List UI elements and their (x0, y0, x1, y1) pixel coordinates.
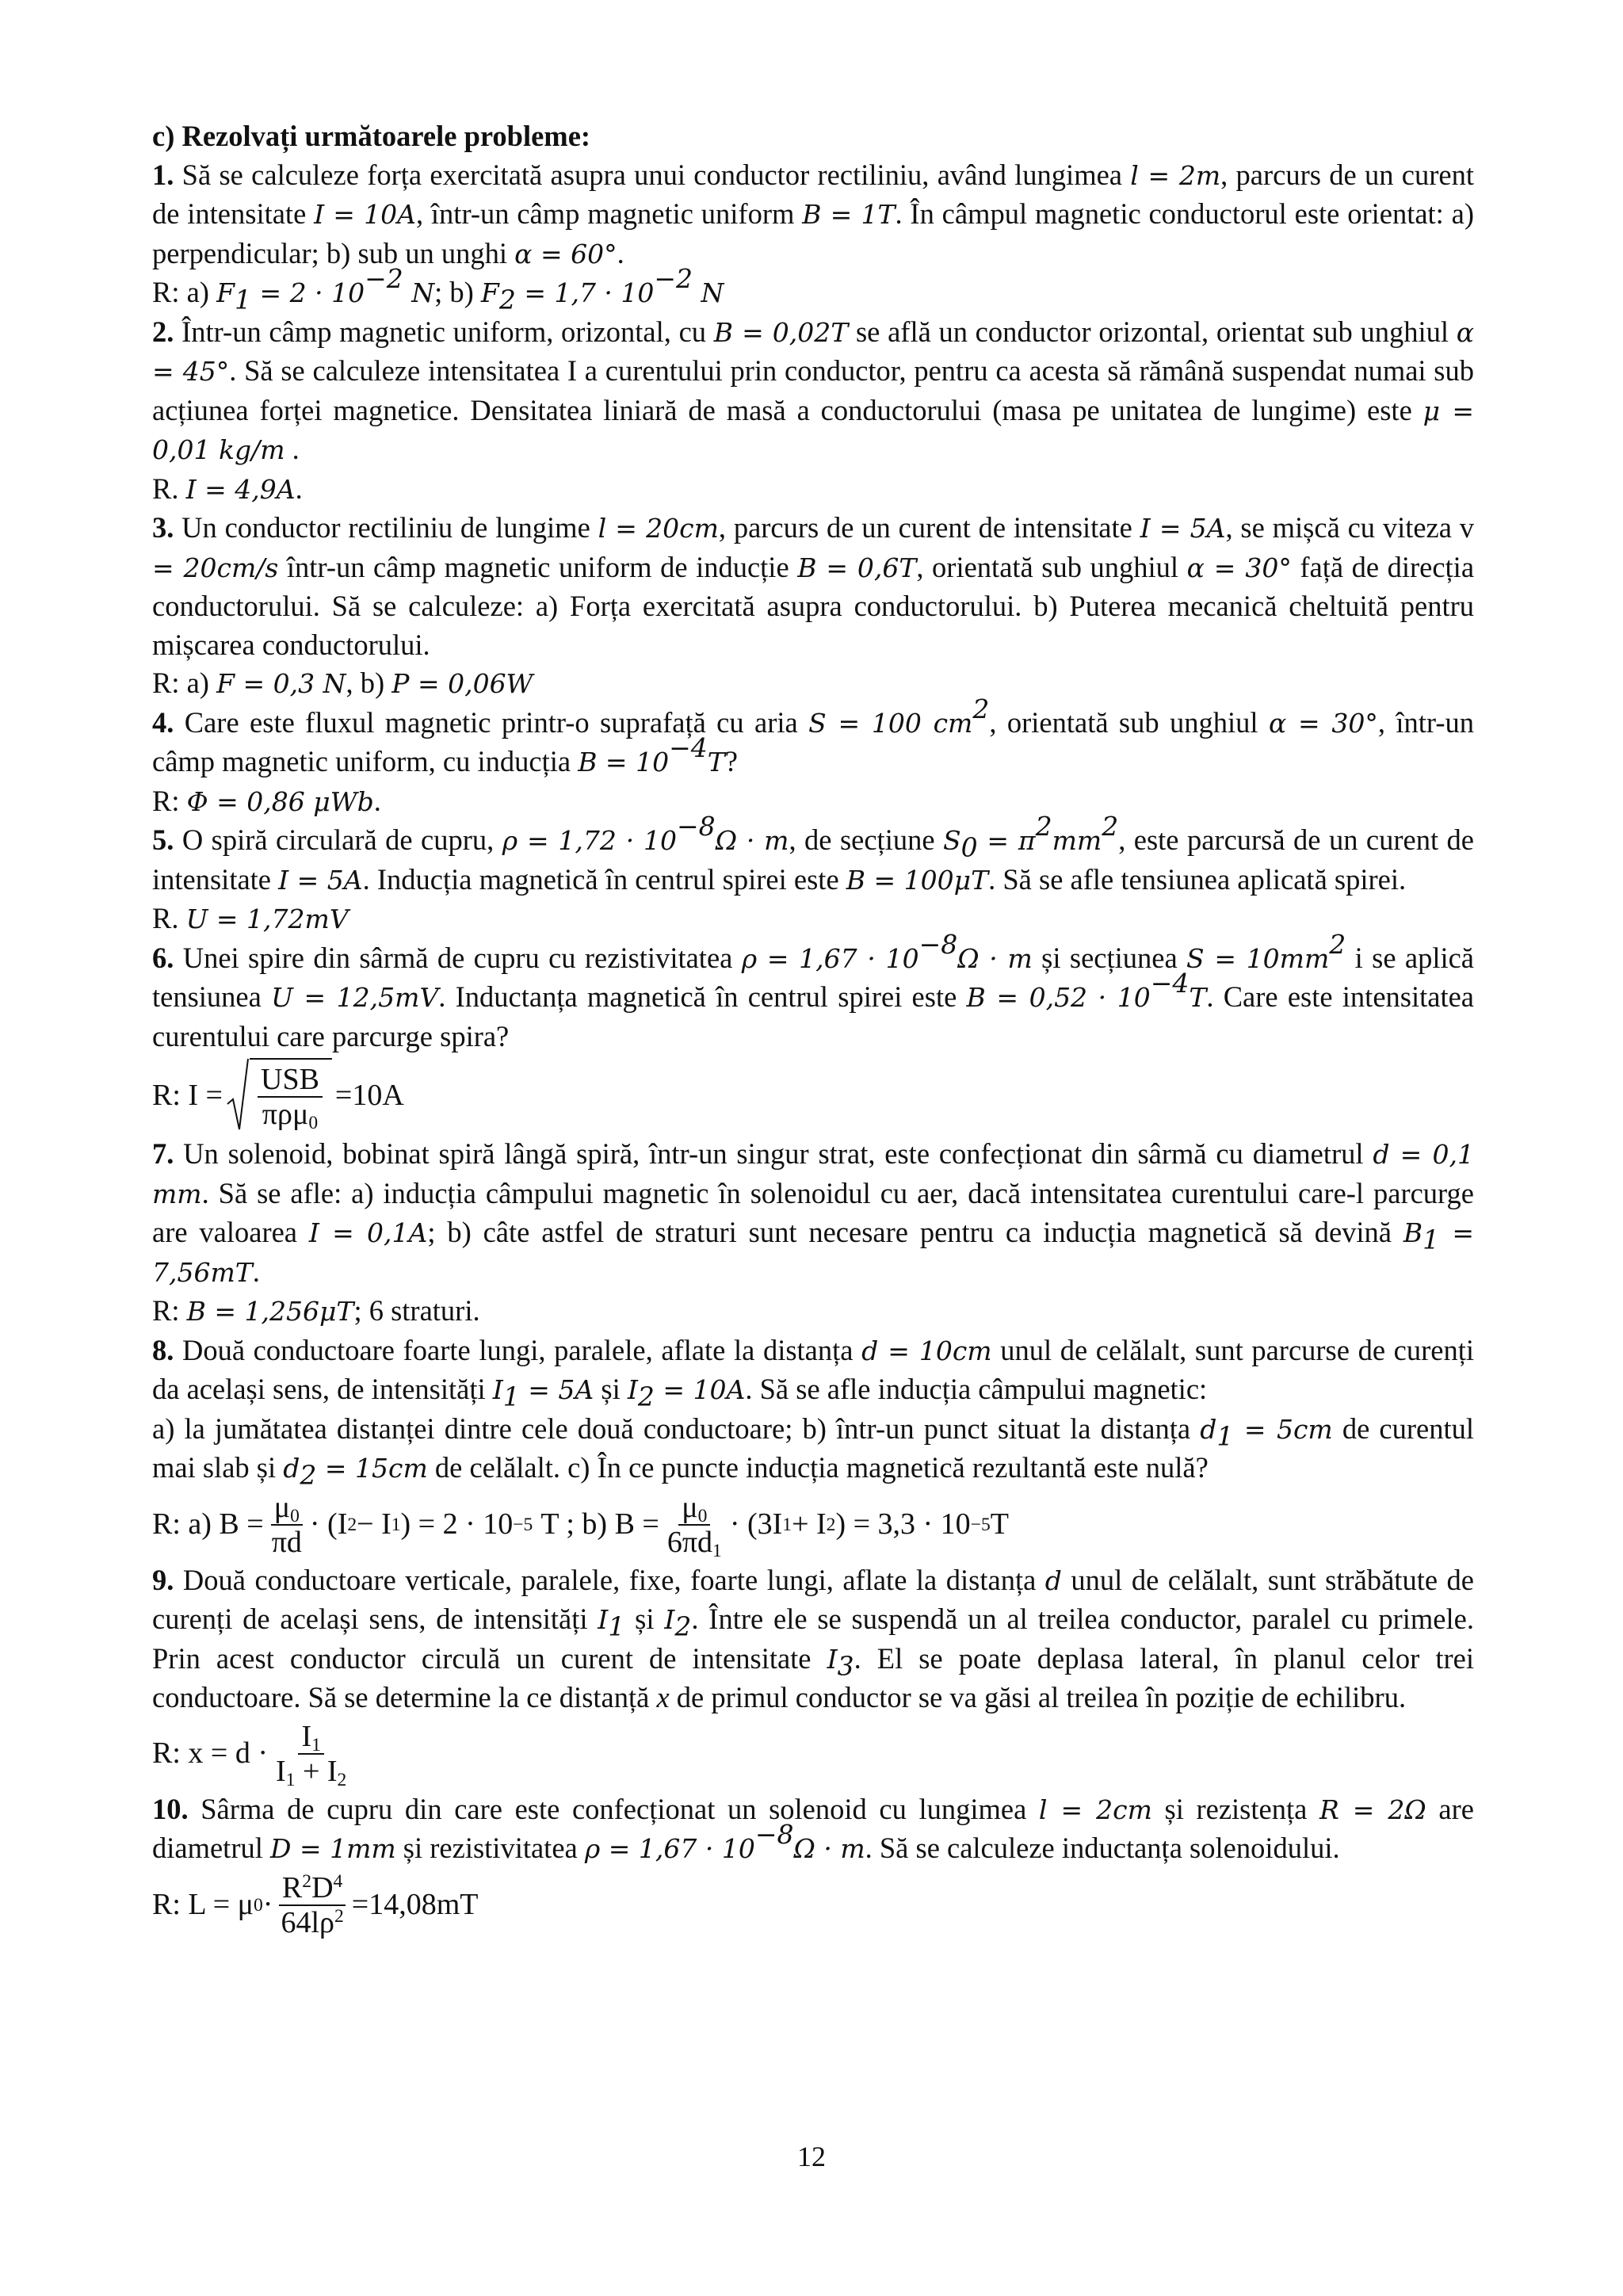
math: I = 10A (314, 199, 416, 230)
math: F = 0,3 N (216, 668, 346, 699)
math-sub: 1 (502, 1381, 520, 1412)
square-root (226, 1058, 332, 1133)
text: într-un câmp magnetic uniform de inducție (278, 550, 798, 583)
math: S (943, 825, 961, 856)
numerator (279, 1871, 346, 1906)
problem-7-answer (152, 1292, 1474, 1331)
text: . Să se afle: a) inducția câmpului magnetic în solenoidul cu aer, dacă intensitatea curentului care-l parcurge are valoarea (152, 1176, 1474, 1248)
math: T (707, 747, 725, 777)
math: B = 10 (578, 747, 670, 777)
numerator (678, 1491, 710, 1526)
answer-label: R: (152, 784, 187, 817)
math-sup: 2 (972, 693, 990, 724)
problem-8-text (152, 1331, 1474, 1410)
text: ; b) (434, 276, 481, 308)
text: , se mișcă cu viteza v (1225, 511, 1475, 544)
math: S = 100 cm (808, 707, 973, 739)
problem-number: 7. (152, 1137, 174, 1170)
problem-6 (152, 928, 1475, 1136)
text: unul de celălalt, sunt străbătute de curenți de același sens, de intensități (152, 1563, 1474, 1635)
text: Sârma de cupru din care este confecționat un solenoid cu lungimea (188, 1792, 1039, 1825)
math-sup: −8 (918, 928, 958, 960)
math: B = 0,6T (797, 552, 917, 583)
radical-sign-icon (226, 1058, 250, 1133)
math: I (664, 1604, 675, 1635)
math-sub: 1 (1423, 1224, 1440, 1255)
text: . (285, 433, 300, 465)
problem-5 (152, 810, 1474, 939)
denominator-text: πρμ (262, 1098, 309, 1131)
math-sup: −8 (677, 810, 716, 842)
math-sub: 0 (960, 831, 978, 863)
denominator (273, 1755, 349, 1788)
math: I (598, 1604, 609, 1635)
problem-10-text (152, 1790, 1474, 1869)
math-sup: −2 (365, 262, 403, 294)
math-sub: 1 (608, 1610, 625, 1642)
text: . Care este intensitatea curentului care parcurge spira? (152, 980, 1475, 1052)
formula-text: − I (357, 1507, 391, 1541)
fraction (269, 1491, 305, 1559)
math: α = 45° (152, 316, 1474, 387)
math: = 10A (654, 1374, 746, 1405)
text: Care este fluxul magnetic printr-o suprafață cu aria (174, 705, 809, 739)
text: unul de celălalt, sunt parcurse de curenți da același sens, de intensități (152, 1333, 1474, 1405)
math-sub: 1 (285, 1769, 296, 1790)
math-sub: 2 (337, 1769, 347, 1790)
math: N (693, 277, 724, 308)
math: Ω · m (793, 1833, 865, 1864)
text: , este parcursă de un curent de intensitate (152, 823, 1474, 896)
math-sup: 4 (333, 1870, 343, 1892)
math: I (627, 1374, 638, 1405)
text: de celălalt. c) În ce puncte inducția magnetică rezultantă este nulă? (427, 1451, 1209, 1484)
problem-number: 1. (152, 158, 174, 191)
problem-8-text-2 (152, 1410, 1475, 1491)
text: , orientată sub unghiul (916, 550, 1187, 583)
math-sub: 1 (1216, 1419, 1234, 1451)
problem-8 (152, 1331, 1474, 1561)
math: I (492, 1374, 503, 1405)
math: d = 0,1 mm (152, 1139, 1474, 1209)
text: de primul conductor se va găsi al treilea în poziție de echilibru. (669, 1681, 1407, 1713)
fraction (258, 1063, 323, 1131)
problem-3-text (152, 509, 1474, 664)
problem-5-answer (152, 900, 1474, 939)
text: și (594, 1373, 628, 1405)
page-number: 12 (797, 2141, 826, 2172)
numerator (298, 1720, 323, 1755)
math: = 1,7 · 10 (515, 277, 655, 308)
math: α = 30° (1268, 707, 1378, 739)
problem-number: 10. (152, 1792, 189, 1825)
text: Două conductoare verticale, paralele, fixe, foarte lungi, aflate la distanța (174, 1563, 1045, 1596)
problem-8-answer: R: a) B = $\frac{\mu_0}{\pi d}$ · (I 2 − I 1 ) = 2 · 10 −5 T ; b) B = $\frac{\mu_0}{6\pi d_1}$ · (3I 1 + I 2 ) = 3,3 · 10 −5 T (152, 1490, 1009, 1561)
problem-2 (152, 313, 1474, 510)
problem-4 (152, 693, 1474, 822)
text: Într-un câmp magnetic uniform, orizontal, cu (174, 315, 714, 348)
formula-text: T ; b) B = (540, 1507, 659, 1541)
math-sub: 0 (308, 1112, 319, 1133)
math: U = 12,5mV (271, 982, 439, 1013)
problem-3-answer (152, 664, 1474, 704)
text: . Inductanța magnetică în centrul spirei este (438, 980, 967, 1013)
numerator-text: R (281, 1870, 303, 1904)
text: Să se calculeze forța exercitată asupra unui conductor rectiliniu, având lungimea (174, 158, 1131, 191)
problem-7-text (152, 1135, 1474, 1292)
math: B = 0,52 · 10 (966, 982, 1151, 1013)
math: I = 5A (1140, 513, 1226, 544)
problem-6-answer (152, 1056, 1474, 1135)
text: ; 6 straturi. (353, 1294, 480, 1327)
math: Ω · m (715, 825, 789, 856)
text: . (617, 236, 624, 269)
math: ρ = 1,72 · 10 (502, 825, 678, 856)
answer-label: R. (152, 902, 186, 934)
math-sub: 2 (674, 1610, 692, 1642)
text: , de secțiune (789, 823, 943, 856)
denominator-text: 64lρ (281, 1905, 334, 1939)
math-sub: 1 (311, 1734, 321, 1755)
math: F (480, 277, 499, 308)
denominator (664, 1526, 725, 1559)
math-sub: 2 (498, 284, 516, 315)
math: = 20cm/s (152, 552, 279, 583)
math: ρ = 1,67 · 10 (584, 1833, 755, 1864)
text: ; b) câte astfel de straturi sunt necesare pentru ca inducția magnetică să devină (427, 1216, 1403, 1248)
math: d (283, 1453, 300, 1484)
math: l = 2cm (1038, 1794, 1152, 1825)
math: x (656, 1681, 670, 1713)
text: . Să se afle inducția câmpului magnetic: (745, 1373, 1208, 1405)
text: . În câmpul magnetic conductorul este orientat: a) perpendicular; b) sub un unghi (152, 197, 1474, 269)
text: și rezistența (1151, 1792, 1319, 1825)
formula-text: ) = 3,3 · 10 (835, 1507, 971, 1541)
denominator (277, 1906, 346, 1939)
problem-1-text (152, 156, 1474, 274)
math-sup: −8 (754, 1818, 794, 1850)
problem-6-text (152, 928, 1475, 1056)
math: mm (1052, 825, 1102, 856)
math: ρ = 1,67 · 10 (741, 942, 919, 974)
math: μ = 0,01 kg/m (152, 395, 1474, 465)
math: α = 60° (514, 238, 617, 269)
formula-text: ) = 2 · 10 (400, 1507, 514, 1541)
numerator-text: μ (273, 1490, 291, 1524)
denominator-text: + I (295, 1754, 338, 1788)
math: = 2 · 10 (251, 277, 365, 308)
numerator (271, 1491, 303, 1526)
problem-9 (152, 1561, 1474, 1790)
fraction (277, 1871, 346, 1939)
text: și rezistivitatea (395, 1832, 585, 1864)
denominator-text: I (276, 1754, 286, 1788)
math: I (827, 1643, 838, 1675)
math: α = 30° (1186, 552, 1292, 583)
problem-1-answer (152, 262, 1474, 315)
answer-label: R: a) (152, 276, 217, 308)
math: R = 2Ω (1319, 1794, 1426, 1825)
math: N (403, 277, 435, 308)
math-sup: 2 (1102, 810, 1119, 842)
text: O spiră circulară de cupru, (174, 823, 502, 856)
text: . Între ele se suspendă un al treilea conductor, paralel cu primele. Prin acest conductor circulă un curent de intensitate (152, 1603, 1474, 1675)
problem-number: 6. (152, 941, 174, 974)
math-sup: 2 (334, 1905, 344, 1927)
math: F (216, 277, 235, 308)
problem-10-answer: R: L = μ 0 · $\frac{R^2D^4}{64l\rho^2}$ =14,08mT (152, 1870, 479, 1939)
math-sup: −4 (1150, 967, 1190, 999)
math: d = 10cm (861, 1335, 992, 1366)
math-sup: 2 (302, 1870, 312, 1892)
text: are diametrul (152, 1792, 1474, 1864)
problem-number: 3. (152, 511, 174, 544)
answer-value: =14,08mT (351, 1888, 479, 1922)
math: I = 0,1A (308, 1217, 428, 1248)
math: B = 1,256μT (186, 1296, 354, 1327)
answer-label: R: (152, 1294, 187, 1327)
text: . (252, 1255, 260, 1288)
answer-label: R: a) (152, 667, 217, 699)
problem-9-answer (152, 1717, 1474, 1790)
text: de curentul mai slab și (152, 1412, 1475, 1484)
text: Un conductor rectiliniu de lungime (174, 511, 598, 544)
math: P = 0,06W (391, 668, 533, 699)
math: l = 2m (1130, 159, 1221, 191)
numerator-text: I (301, 1719, 312, 1753)
formula-text: · (3I (729, 1507, 783, 1541)
problem-number: 9. (152, 1563, 174, 1596)
math-sub: 2 (300, 1459, 317, 1491)
math-sub: 0 (697, 1505, 708, 1526)
text: i se aplică tensiunea (152, 941, 1474, 1013)
fraction (664, 1491, 725, 1559)
text: Un solenoid, bobinat spiră lângă spiră, într-un singur strat, este confecționat din sârmă cu diametrul (174, 1137, 1373, 1170)
formula-text: T (990, 1507, 1009, 1541)
denominator (259, 1098, 321, 1131)
math: B = 1T (802, 199, 896, 230)
math: = 5cm (1233, 1413, 1333, 1445)
text: , într-un câmp magnetic uniform, cu inducția (152, 705, 1474, 777)
problem-5-text (152, 810, 1474, 900)
text: , b) (346, 667, 392, 699)
formula-text: + I (792, 1507, 827, 1541)
math-sup: 2 (1035, 810, 1052, 842)
math: Ω · m (957, 942, 1033, 974)
math: S = 10mm (1186, 942, 1330, 974)
math-sub: 0 (290, 1505, 300, 1526)
text: . Să se afle tensiunea aplicată spirei. (988, 862, 1407, 896)
math: = 5A (519, 1374, 594, 1405)
fraction (273, 1720, 349, 1788)
math-sup: 2 (1329, 928, 1346, 960)
math: B = 0,02T (713, 316, 849, 348)
problem-2-text (152, 313, 1474, 470)
text: . Să se calculeze intensitatea I a curentului prin conductor, pentru ca acesta să rămână suspendat numai sub acțiunea forței magnetice. Densitatea liniară de masă a conductorului (masa pe unitatea de lungime) este (152, 354, 1474, 426)
formula-text: · (I (309, 1507, 348, 1541)
math: T (1189, 982, 1207, 1013)
math: B (1403, 1217, 1423, 1248)
problem-number: 8. (152, 1333, 174, 1366)
text: , orientată sub unghiul (989, 705, 1269, 739)
math: d (1200, 1413, 1217, 1445)
problem-4-answer (152, 782, 1474, 822)
text: . (295, 472, 303, 505)
math: l = 20cm (598, 513, 719, 544)
numerator-text: μ (682, 1490, 698, 1524)
text: , parcurs de un curent de intensitate (152, 158, 1475, 230)
problem-4-text (152, 693, 1474, 782)
math-sub: 3 (837, 1649, 854, 1681)
denominator: πd (271, 1525, 302, 1559)
math: I = 5A (278, 864, 363, 896)
math-sub: 1 (712, 1540, 722, 1561)
text: față de direcția conductorului. Să se calculeze: a) Forța exercitată asupra conductorului. b) Puterea mecanică cheltuită pentru mișcarea conductorului. (152, 550, 1475, 661)
math: = π (977, 825, 1036, 856)
text: . Inducția magnetică în centrul spirei este (362, 862, 846, 896)
text: ? (724, 745, 738, 777)
text: și (624, 1603, 665, 1635)
answer-label: R: L = μ (152, 1888, 254, 1922)
problem-number: 5. (152, 823, 174, 856)
text: , parcurs de un curent de intensitate (718, 511, 1140, 544)
answer-value: =10A (334, 1078, 404, 1112)
document-page (152, 117, 1474, 1942)
math: Φ = 0,86 μWb (186, 785, 374, 817)
math: d (1044, 1564, 1062, 1596)
math: B = 100μT (846, 864, 989, 896)
problem-2-answer (152, 470, 1474, 510)
problem-9-text (152, 1561, 1474, 1717)
problem-1 (152, 156, 1474, 313)
numerator-text: D (311, 1870, 334, 1904)
answer-label: R. (152, 472, 186, 505)
math-sup: −4 (669, 732, 708, 763)
math-sub: 1 (235, 284, 251, 315)
formula-text: · (262, 1888, 273, 1922)
text: Două conductoare foarte lungi, paralele, aflate la distanța (174, 1333, 862, 1366)
problem-3 (152, 509, 1474, 704)
radicand (250, 1058, 332, 1133)
math: I = 4,9A (185, 473, 296, 505)
answer-label: R: I = (152, 1078, 223, 1112)
text: a) la jumătatea distanței dintre cele două conductoare; b) într-un punct situat la distanța (152, 1412, 1201, 1445)
problem-10 (152, 1790, 1474, 1942)
math: D = 1mm (270, 1833, 396, 1864)
math: = 15cm (316, 1453, 428, 1484)
text: , într-un câmp magnetic uniform (415, 197, 803, 230)
text: . El se poate deplasa lateral, în planul celor trei conductoare. Să se determine la ce distanță (152, 1641, 1474, 1713)
numerator: USB (258, 1063, 323, 1098)
math-sub: 2 (637, 1381, 655, 1412)
answer-label: R: a) B = (152, 1507, 264, 1541)
problem-7 (152, 1135, 1474, 1331)
text: . Să se calculeze inductanța solenoidului. (865, 1832, 1340, 1864)
math: = 7,56mT (152, 1217, 1475, 1288)
section-heading: c) Rezolvați următoarele probleme: (152, 120, 591, 152)
denominator-text: 6πd (666, 1525, 713, 1559)
problem-number: 4. (152, 705, 174, 739)
problem-number: 2. (152, 315, 174, 348)
text: Unei spire din sârmă de cupru cu rezistivitatea (174, 941, 742, 974)
answer-label: R: x = d · (152, 1736, 268, 1771)
text: se află un conductor orizontal, orientat sub unghiul (848, 315, 1457, 348)
math: U = 1,72mV (185, 904, 349, 934)
math-sup: −2 (654, 262, 693, 294)
text: și secțiunea (1032, 941, 1186, 974)
text: . (373, 784, 381, 817)
